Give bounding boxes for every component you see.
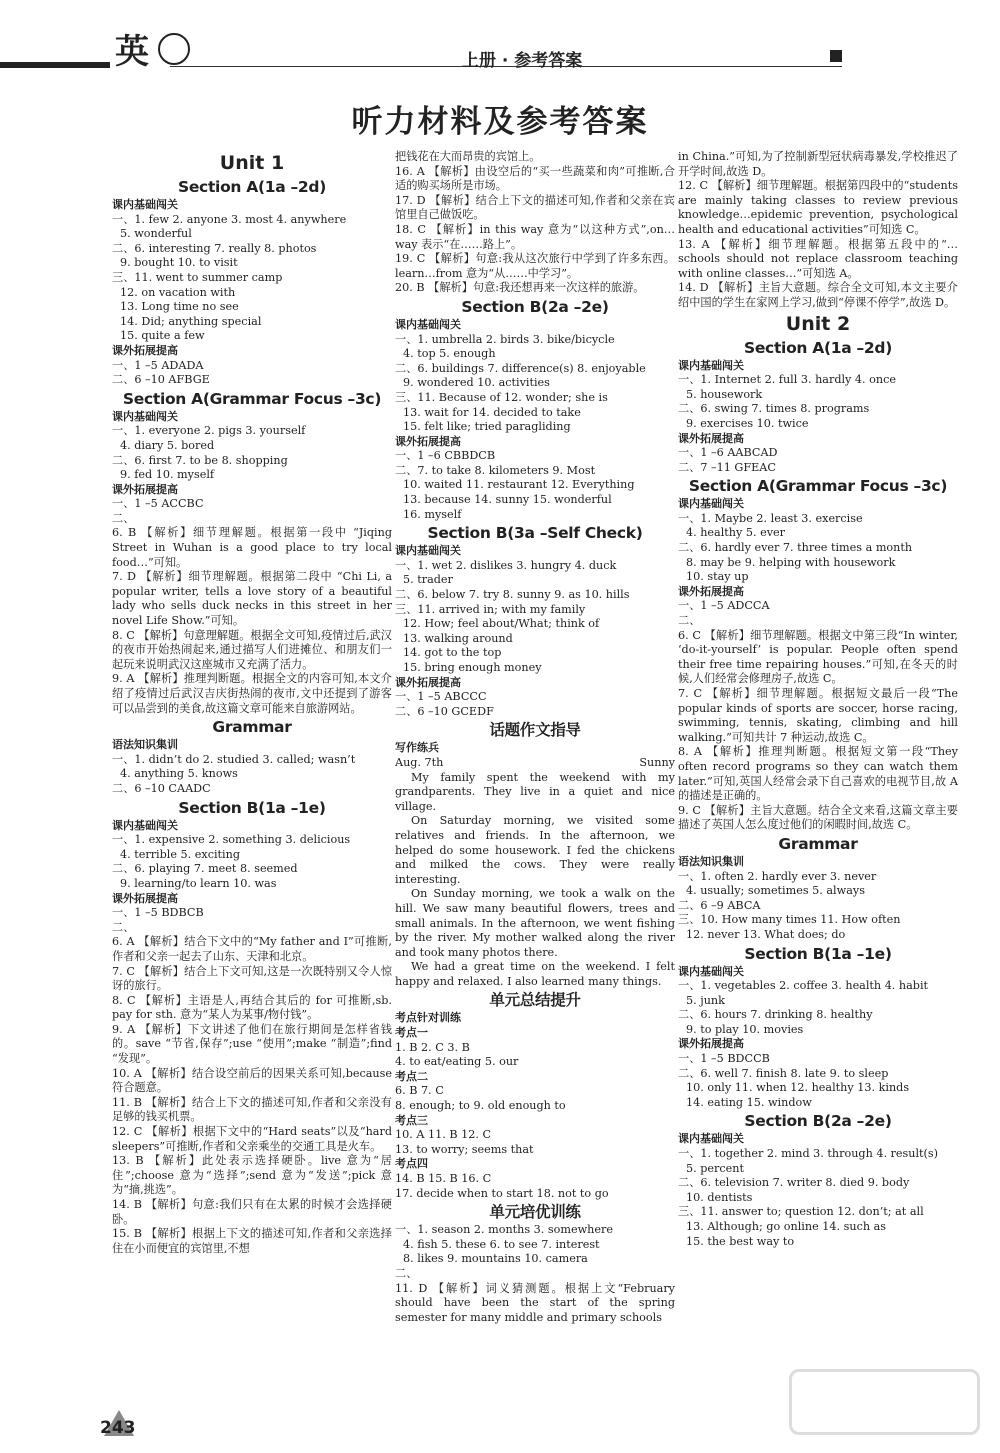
answer-line: 一、1. vegetables 2. coffee 3. health 4. habit <box>678 979 929 993</box>
section-heading: Grammar <box>778 834 858 853</box>
explanation: 11. B 【解析】结合上下文的描述可知,作者和父亲没有足够的钱买机票。 <box>112 1095 392 1124</box>
answer-line: 9. to play 10. movies <box>686 1022 804 1036</box>
essay-paragraph: My family spent the weekend with my grandparents. They live in a quiet and nice village. <box>395 770 675 813</box>
header-bar <box>0 62 110 68</box>
column-2 <box>395 150 675 1325</box>
answer-line: 4. usually; sometimes 5. always <box>686 884 865 898</box>
subsection-label: 课外拓展提高 <box>112 482 178 496</box>
section-heading: Section B(2a –2e) <box>744 1112 892 1131</box>
explanation: 14. B 【解析】句意:我们只有在太累的时候才会选择硬卧。 <box>112 1198 392 1226</box>
explanation: 把钱花在大而昂贵的宾馆上。 <box>395 150 541 163</box>
section-heading: Section B(1a –1e) <box>178 798 326 817</box>
subsection-label: 课内基础闯关 <box>395 317 461 331</box>
answer-line: 13. Although; go online 14. such as <box>686 1220 887 1233</box>
explanation: 9. C 【解析】主旨大意题。结合全文来看,这篇文章主要描述了英国人怎么度过他们的闲暇时间,故选 C。 <box>678 803 958 832</box>
answer-line: 4. healthy 5. ever <box>686 526 786 540</box>
explanation: 6. B 【解析】细节理解题。根据第一段中 “Jiqing Street in Wuhan is a good place to try local food…”可知。 <box>112 526 392 569</box>
answer-line: 4. anything 5. knows <box>120 767 238 781</box>
answer-line: 一、1. Maybe 2. least 3. exercise <box>678 511 863 525</box>
unit-heading: Unit 2 <box>785 312 851 335</box>
explanation: 10. A 【解析】结合设空前后的因果关系可知,because 符合题意。 <box>112 1066 392 1095</box>
section-heading: 话题作文指导 <box>489 721 581 740</box>
answer-line: 一、1 –5 BDBCB <box>112 906 204 920</box>
answer-line: 一、1. didn’t do 2. studied 3. called; wasn’t <box>112 752 356 766</box>
answer-line: 14. eating 15. window <box>686 1095 812 1109</box>
answer-line: 5. junk <box>686 993 725 1007</box>
subsection-label: 课内基础闯关 <box>395 544 461 558</box>
page-number: 243 <box>100 1418 136 1438</box>
answer-line: 13. Long time no see <box>120 300 239 314</box>
answer-line: 二、 <box>678 614 701 628</box>
column-3 <box>678 150 958 1249</box>
answer-line: 15. quite a few <box>120 329 205 343</box>
answer-line: 二、 <box>112 920 135 934</box>
subsection-label: 课内基础闯关 <box>112 818 178 832</box>
section-heading: Section B(3a –Self Check) <box>427 524 643 543</box>
subsection-label: 课外拓展提高 <box>678 584 744 598</box>
subsection-label: 写作练兵 <box>395 741 439 755</box>
answer-line: 16. myself <box>403 507 462 521</box>
answer-line: 15. felt like; tried paragliding <box>403 420 571 434</box>
section-heading: Grammar <box>212 718 292 737</box>
subsection-label: 课外拓展提高 <box>112 343 178 357</box>
answer-line: 17. decide when to start 18. not to go <box>395 1186 609 1200</box>
section-heading: Section A(Grammar Focus –3c) <box>122 389 382 408</box>
watermark-logo <box>789 1369 980 1435</box>
answer-line: 10. waited 11. restaurant 12. Everything <box>403 478 635 492</box>
explanation: 7. D 【解析】细节理解题。根据第二段中 “Chi Li, a popular writer, tells a love story of a beautiful lady who sells duck necks in this street in her novel Life Show.”可知。 <box>112 570 392 628</box>
answer-line: 15. the best way to <box>686 1234 795 1248</box>
answer-line: 二、6. below 7. try 8. sunny 9. as 10. hills <box>395 588 630 602</box>
header-square-icon <box>830 50 842 62</box>
diary-header <box>395 756 675 771</box>
section-heading: 单元总结提升 <box>489 991 581 1010</box>
subsection-label: 考点一 <box>395 1026 428 1040</box>
explanation: 7. C 【解析】结合上下文可知,这是一次既特别又令人惊讶的旅行。 <box>112 964 392 993</box>
answer-line: 13. walking around <box>403 631 513 645</box>
answer-line: 三、11. Because of 12. wonder; she is <box>395 390 608 404</box>
explanation: 8. C 【解析】句意理解题。根据全文可知,疫情过后,武汉的夜市开始热闹起来,通过描写人们进摊位、和朋友们一起玩来说明武汉这座城市又充满了活力。 <box>112 628 392 671</box>
answer-line: 8. may be 9. helping with housework <box>686 555 896 569</box>
page-header <box>0 0 1000 70</box>
page-title: 听力材料及参考答案 <box>351 104 649 140</box>
answer-line: 二、6. television 7. writer 8. died 9. body <box>678 1176 910 1190</box>
explanation: in China.”可知,为了控制新型冠状病毒暴发,学校推迟了开学时间,故选 D。 <box>678 150 958 178</box>
answer-line: 8. enough; to 9. old enough to <box>395 1099 566 1113</box>
answer-line: 三、11. went to summer camp <box>112 270 283 284</box>
explanation: 6. C 【解析】细节理解题。根据文中第三段“In winter, ‘do-it-yourself’ is popular. People often spend their free time repairing houses.”可知,在冬天的时候,人们经常会修理房子,故选 C。 <box>678 628 958 686</box>
answer-line: 三、10. How many times 11. How often <box>678 913 901 927</box>
subsection-label: 考点二 <box>395 1069 428 1083</box>
section-heading: Section A(Grammar Focus –3c) <box>688 477 948 496</box>
answer-line: 一、1 –5 ADCCA <box>678 599 770 613</box>
essay-paragraph: On Saturday morning, we visited some relatives and friends. In the afternoon, we helped do some housework. I fed the chickens and milked the cows. They were really interesting. <box>395 814 675 886</box>
answer-line: 10. A 11. B 12. C <box>395 1128 492 1142</box>
answer-line: 二、6. well 7. finish 8. late 9. to sleep <box>678 1066 889 1080</box>
answer-line: 12. How; feel about/What; think of <box>403 617 600 631</box>
subsection-label: 课内基础闯关 <box>112 198 178 211</box>
explanation: 17. D 【解析】结合上下文的描述可知,作者和父亲在宾馆里自己做饭吃。 <box>395 193 675 222</box>
answer-line: 一、1 –5 ABCCC <box>395 690 487 704</box>
subsection-label: 课外拓展提高 <box>395 675 461 689</box>
answer-line: 5. percent <box>686 1161 744 1175</box>
answer-line: 13. wait for 14. decided to take <box>403 405 581 419</box>
explanation: 12. C 【解析】根据下文中的“Hard seats”以及“hard sleepers”可推断,作者和父亲乘坐的交通工具是火车。 <box>112 1125 392 1153</box>
answer-line: 1. B 2. C 3. B <box>395 1040 470 1054</box>
answer-line: 二、6 –10 AFBGE <box>112 373 210 387</box>
answer-line: 二、6. hours 7. drinking 8. healthy <box>678 1008 873 1022</box>
section-heading: Section B(1a –1e) <box>744 944 892 963</box>
subsection-label: 课外拓展提高 <box>395 434 461 448</box>
answer-line: 二、6. hardly ever 7. three times a month <box>678 541 913 555</box>
answer-line: 二、6. buildings 7. difference(s) 8. enjoyable <box>395 361 646 375</box>
answer-line: 二、6. swing 7. times 8. programs <box>678 402 870 416</box>
answer-line: 一、1. few 2. anyone 3. most 4. anywhere <box>112 212 347 226</box>
section-heading: 单元培优训练 <box>489 1203 581 1222</box>
subsection-label: 课外拓展提高 <box>678 431 744 445</box>
answer-line: 10. only 11. when 12. healthy 13. kinds <box>686 1081 910 1095</box>
explanation: 13. A 【解析】细节理解题。根据第五段中的“…schools should not replace classroom teaching with online classes…”可知选 A。 <box>678 237 958 280</box>
answer-line: 4. fish 5. these 6. to see 7. interest <box>403 1237 600 1251</box>
section-heading: Section A(1a –2d) <box>743 338 892 357</box>
answer-line: 4. top 5. enough <box>403 347 496 361</box>
answer-line: 二、6. interesting 7. really 8. photos <box>112 241 317 255</box>
explanation: 8. C 【解析】主语是人,再结合其后的 for 可推断,sb. pay for sth. 意为“某人为某事/物付钱”。 <box>112 993 392 1022</box>
subsection-label: 考点三 <box>395 1113 428 1127</box>
subsection-label: 课内基础闯关 <box>678 358 744 372</box>
explanation: 13. B 【解析】此处表示选择硬卧。live 意为“居住”;choose 意为“选择”;send 意为“发送”;pick 意为“摘,挑选”。 <box>112 1154 392 1197</box>
explanation: 18. C 【解析】in this way 意为“以这种方式”,on…way 表示“在……路上”。 <box>395 222 675 251</box>
answer-line: 二、6 –10 CAADC <box>112 781 211 795</box>
answer-line: 9. learning/to learn 10. was <box>120 876 277 890</box>
subsection-label: 考点针对训练 <box>395 1011 461 1025</box>
explanation: 15. B 【解析】根据上下文的描述可知,作者和父亲选择住在小而便宜的宾馆里,不想 <box>112 1227 392 1255</box>
explanation: 19. C 【解析】句意:我从这次旅行中学到了许多东西。learn…from 意为“从……中学习”。 <box>395 252 675 280</box>
answer-line: 9. exercises 10. twice <box>686 416 809 430</box>
explanation: 9. A 【解析】推理判断题。根据全文的内容可知,本文介绍了疫情过后武汉吉庆街热闹的夜市,文中还提到了游客可以品尝到的美食,故这篇文章可能来自旅游网站。 <box>112 672 392 715</box>
subject-label: 英 <box>115 32 149 72</box>
section-heading: Section B(2a –2e) <box>461 297 609 316</box>
explanation: 6. A 【解析】结合下文中的“My father and I”可推断,作者和父亲一起去了山东、天津和北京。 <box>112 935 392 963</box>
answer-line: 4. diary 5. bored <box>120 438 215 452</box>
subsection-label: 语法知识集训 <box>112 738 178 752</box>
section-heading: Section A(1a –2d) <box>177 178 326 196</box>
answer-line: 15. bring enough money <box>403 661 542 674</box>
diary-weather: Sunny <box>639 755 675 769</box>
explanation: 11. D 【解析】词义猜测题。根据上文“February should have been the start of the spring semester for many middle and primary schools <box>395 1281 675 1324</box>
answer-line: 二、6 –10 GCEDF <box>395 704 494 718</box>
answer-line: 6. B 7. C <box>395 1084 444 1098</box>
subsection-label: 考点四 <box>395 1157 428 1171</box>
answer-line: 一、1. umbrella 2. birds 3. bike/bicycle <box>395 332 615 346</box>
subsection-label: 课外拓展提高 <box>112 891 178 905</box>
subsection-label: 课内基础闯关 <box>678 964 744 978</box>
answer-line: 4. to eat/eating 5. our <box>395 1055 519 1069</box>
subsection-label: 课内基础闯关 <box>112 409 178 423</box>
subsection-label: 课外拓展提高 <box>678 1037 744 1051</box>
answer-line: 一、1. often 2. hardly ever 3. never <box>678 869 877 883</box>
subsection-label: 课内基础闯关 <box>678 497 744 511</box>
answer-line: 一、1 –6 CBBDCB <box>395 449 496 463</box>
answer-line: 三、11. answer to; question 12. don’t; at all <box>678 1205 924 1219</box>
answer-line: 一、1. together 2. mind 3. through 4. result(s) <box>678 1147 939 1161</box>
answer-line: 12. on vacation with <box>120 285 236 299</box>
explanation: 9. A 【解析】下文讲述了他们在旅行期间是怎样省钱的。save “节省,保存”;use “使用”;make “制造”;find “发现”。 <box>112 1022 392 1066</box>
answer-line: 8. likes 9. mountains 10. camera <box>403 1252 588 1266</box>
answer-line: 一、1. expensive 2. something 3. delicious <box>112 833 351 847</box>
answer-line: 9. bought 10. to visit <box>120 256 238 270</box>
answer-line: 14. got to the top <box>403 646 502 660</box>
answer-line: 12. never 13. What does; do <box>686 927 846 941</box>
answer-line: 5. trader <box>403 573 453 587</box>
answer-line: 13. because 14. sunny 15. wonderful <box>403 493 612 507</box>
answer-line: 10. dentists <box>686 1190 753 1204</box>
column-1 <box>112 150 392 1256</box>
subsection-label: 课内基础闯关 <box>678 1132 744 1146</box>
ball-icon <box>158 33 190 65</box>
answer-line: 5. wonderful <box>120 227 192 241</box>
answer-line: 5. housework <box>686 387 763 401</box>
diary-date: Aug. 7th <box>395 755 444 769</box>
answer-line: 9. fed 10. myself <box>120 468 215 482</box>
answer-line: 二、 <box>395 1266 418 1280</box>
subsection-label: 语法知识集训 <box>678 854 744 868</box>
explanation: 16. A 【解析】由设空后的“买一些蔬菜和肉”可推断,合适的购买场所是市场。 <box>395 164 675 193</box>
answer-line: 14. Did; anything special <box>120 314 262 328</box>
explanation: 14. D 【解析】主旨大意题。综合全文可知,本文主要介绍中国的学生在家网上学习,做到“停课不停学”,故选 D。 <box>678 281 958 309</box>
explanation: 12. C 【解析】细节理解题。根据第四段中的“students are mainly taking classes to review previous knowledge…epidemic prevention, psychological health and educational activities”可知选 C。 <box>678 179 958 236</box>
explanation: 20. B 【解析】句意:我还想再来一次这样的旅游。 <box>395 281 645 295</box>
answer-line: 一、1 –6 AABCAD <box>678 446 778 460</box>
answer-line: 4. terrible 5. exciting <box>120 847 240 861</box>
answer-line: 13. to worry; seems that <box>395 1142 534 1156</box>
essay-paragraph: We had a great time on the weekend. I felt happy and relaxed. I also learned many things. <box>395 960 675 988</box>
answer-line: 一、1. everyone 2. pigs 3. yourself <box>112 424 306 438</box>
answer-line: 二、6. first 7. to be 8. shopping <box>112 453 288 467</box>
answer-line: 三、11. arrived in; with my family <box>395 602 586 616</box>
explanation: 7. C 【解析】细节理解题。根据短文最后一段“The popular kinds of sports are soccer, horse racing, swimming, tennis, skating, climbing and hill walking.”可知共计 7 种运动,故选 C。 <box>678 687 958 744</box>
answer-line: 一、1 –5 ADADA <box>112 358 204 372</box>
answer-line: 一、1 –5 ACCBC <box>112 497 204 511</box>
running-title: 上册 · 参考答案 <box>462 51 583 71</box>
answer-line: 10. stay up <box>686 570 749 584</box>
answer-line: 二、6 –9 ABCA <box>678 898 761 912</box>
answer-line: 一、1. Internet 2. full 3. hardly 4. once <box>678 373 896 387</box>
explanation: 8. A 【解析】推理判断题。根据短文第一段“They often record programs so they can watch them later.”可知,英国人经常会录下自己喜欢的电视节目,故 A 的描述是正确的。 <box>678 745 958 803</box>
answer-line: 二、7 –11 GFEAC <box>678 460 776 474</box>
answer-line: 一、1. season 2. months 3. somewhere <box>395 1223 613 1237</box>
answer-line: 一、1. wet 2. dislikes 3. hungry 4. duck <box>395 558 617 572</box>
answer-line: 二、 <box>112 511 135 525</box>
unit-heading: Unit 1 <box>219 152 285 174</box>
answer-line: 14. B 15. B 16. C <box>395 1172 492 1185</box>
answer-line: 9. wondered 10. activities <box>403 376 550 390</box>
answer-line: 二、6. playing 7. meet 8. seemed <box>112 862 298 876</box>
essay-paragraph: On Sunday morning, we took a walk on the hill. We saw many beautiful flowers, trees and small animals. In the afternoon, we went fishing by the river. My mother walked along the river and took many photos there. <box>395 887 675 959</box>
answer-line: 二、7. to take 8. kilometers 9. Most <box>395 463 596 477</box>
answer-line: 一、1 –5 BDCCB <box>678 1052 770 1066</box>
